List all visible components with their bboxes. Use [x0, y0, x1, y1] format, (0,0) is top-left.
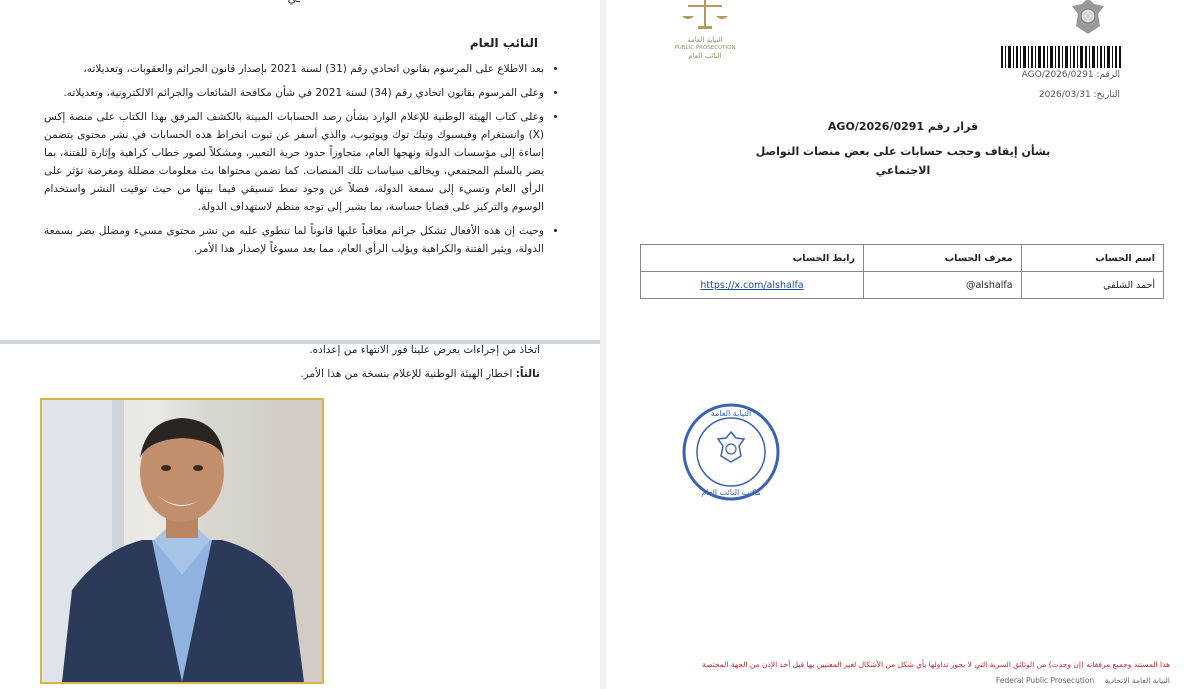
logo-text-ar-2: النائب العام: [688, 51, 722, 60]
scales-of-justice-icon: [670, 0, 740, 32]
seal-text-bottom: مكتب النائب العام: [701, 488, 761, 497]
table-row: [641, 272, 1164, 299]
barcode-icon: [1001, 46, 1121, 68]
logo-text-en: PUBLIC PROSECUTION: [674, 44, 736, 51]
account-handle: @alshalfa: [864, 272, 1022, 299]
reference-number: [1022, 70, 1120, 80]
clause-label: ثالثاً:: [515, 368, 540, 380]
person-illustration: [42, 400, 322, 682]
logo-text-ar: النيابة العامة: [687, 36, 723, 44]
column-header-handle: معرف الحساب: [864, 245, 1022, 272]
document-page-left-top: [0, 0, 600, 340]
subject-line: الاجتماعي: [875, 163, 931, 177]
footer-org-ar: النيابة العامة الاتحادية: [1104, 676, 1170, 685]
decision-subject: [606, 143, 1200, 180]
paragraph-item: • وعلى كتاب الهيئة الوطنية للإعلام الوارد بشأن رصد الحسابات المبينة بالكشف المرفق بهذا الكتاب على منصة إكس (X) وانستغرام وفيسبوك وتيك توك ويوتيوب، والذي أسفر عن ثبوت انخراط هذه الحسابات في نشر محتوى يتضمن إساءة إلى مؤسسات الدولة ونهجها العام، متجاوزاً حدود حرية التعبير، ومشكلاً لصور خطاب كراهية وإثارة للفتنة، بما يضر بالسلم المجتمعي، ويخالف سياسات تلك المنصات. كما تضمن محتواها بث معلومات مضللة ومغرضة تؤثر على الرأي العام وتسيء إلى سمعة الدولة، فضلاً عن وجود نمط تنسيقي فيما بينها من حيث توقيت النشر واستخدام الوسوم والتركيز على قضايا حساسة، بما يشير إلى توجه منظم لاستهداف الدولة.: [44, 108, 544, 216]
document-date: [1039, 90, 1120, 100]
ref-label: الرقم:: [1096, 70, 1120, 80]
document-page-left-bottom: [0, 344, 600, 689]
confidentiality-notice: هذا المستند وجميع مرفقاته (إن وجدت) من الوثائق السرية التي لا يجوز تداولها بأي شكل من الأشكال لغير المعنيين بها قبل أخذ الإذن من الجهة المختصة: [702, 660, 1170, 669]
column-header-name: اسم الحساب: [1021, 245, 1163, 272]
column-header-link: رابط الحساب: [641, 245, 864, 272]
ref-value: AGO/2026/0291: [1021, 70, 1094, 80]
continued-text: اتخاذ من إجراءات يعرض علينا فور الانتهاء من إعداده.: [309, 344, 540, 356]
document-heading: النائب العام: [469, 36, 538, 50]
third-clause: [60, 368, 540, 380]
document-page-right: [606, 0, 1200, 689]
clipped-text: [288, 0, 300, 5]
decision-title: قرار رقم AGO/2026/0291: [827, 120, 979, 133]
paragraph-item: • وحيث إن هذه الأفعال تشكل جرائم معاقباً عليها قانوناً لما تنطوي عليه من نشر محتوى مسيء ومضلل يضر بسمعة الدولة، ويثير الفتنة والكراهية ويؤلب الرأي العام، مما يعد مسوغاً لإصدار هذا الأمر.: [44, 222, 544, 258]
paragraph-item: • بعد الاطلاع على المرسوم بقانون اتحادي رقم (31) لسنة 2021 بإصدار قانون الجرائم والعقوبات، وتعديلاته،: [44, 60, 544, 78]
public-prosecution-logo: [670, 0, 740, 62]
date-label: التاريخ:: [1093, 90, 1120, 100]
seal-text-top: النيابة العامة: [710, 409, 752, 418]
account-link[interactable]: https://x.com/alshalfa: [641, 272, 864, 299]
official-seal-stamp: [680, 402, 782, 502]
person-photo: [40, 398, 324, 684]
paragraph-list: [44, 60, 560, 264]
clause-text: اخطار الهيئة الوطنية للإعلام بنسخة من هذا الأمر.: [300, 368, 513, 380]
table-header-row: [641, 245, 1164, 272]
uae-emblem-icon: [1066, 0, 1110, 38]
account-name: أحمد الشلفي: [1021, 272, 1163, 299]
footer-organization: [636, 676, 1170, 685]
footer-org-en: Federal Public Prosecution: [995, 676, 1095, 685]
subject-line: بشأن إيقاف وحجب حسابات على بعض منصات التواصل: [755, 145, 1051, 158]
accounts-table: [640, 244, 1164, 299]
date-value: 2026/03/31: [1038, 90, 1091, 100]
paragraph-item: • وعلى المرسوم بقانون اتحادي رقم (34) لسنة 2021 في شأن مكافحة الشائعات والجرائم الالكترونية، وتعديلاته.: [44, 84, 544, 102]
